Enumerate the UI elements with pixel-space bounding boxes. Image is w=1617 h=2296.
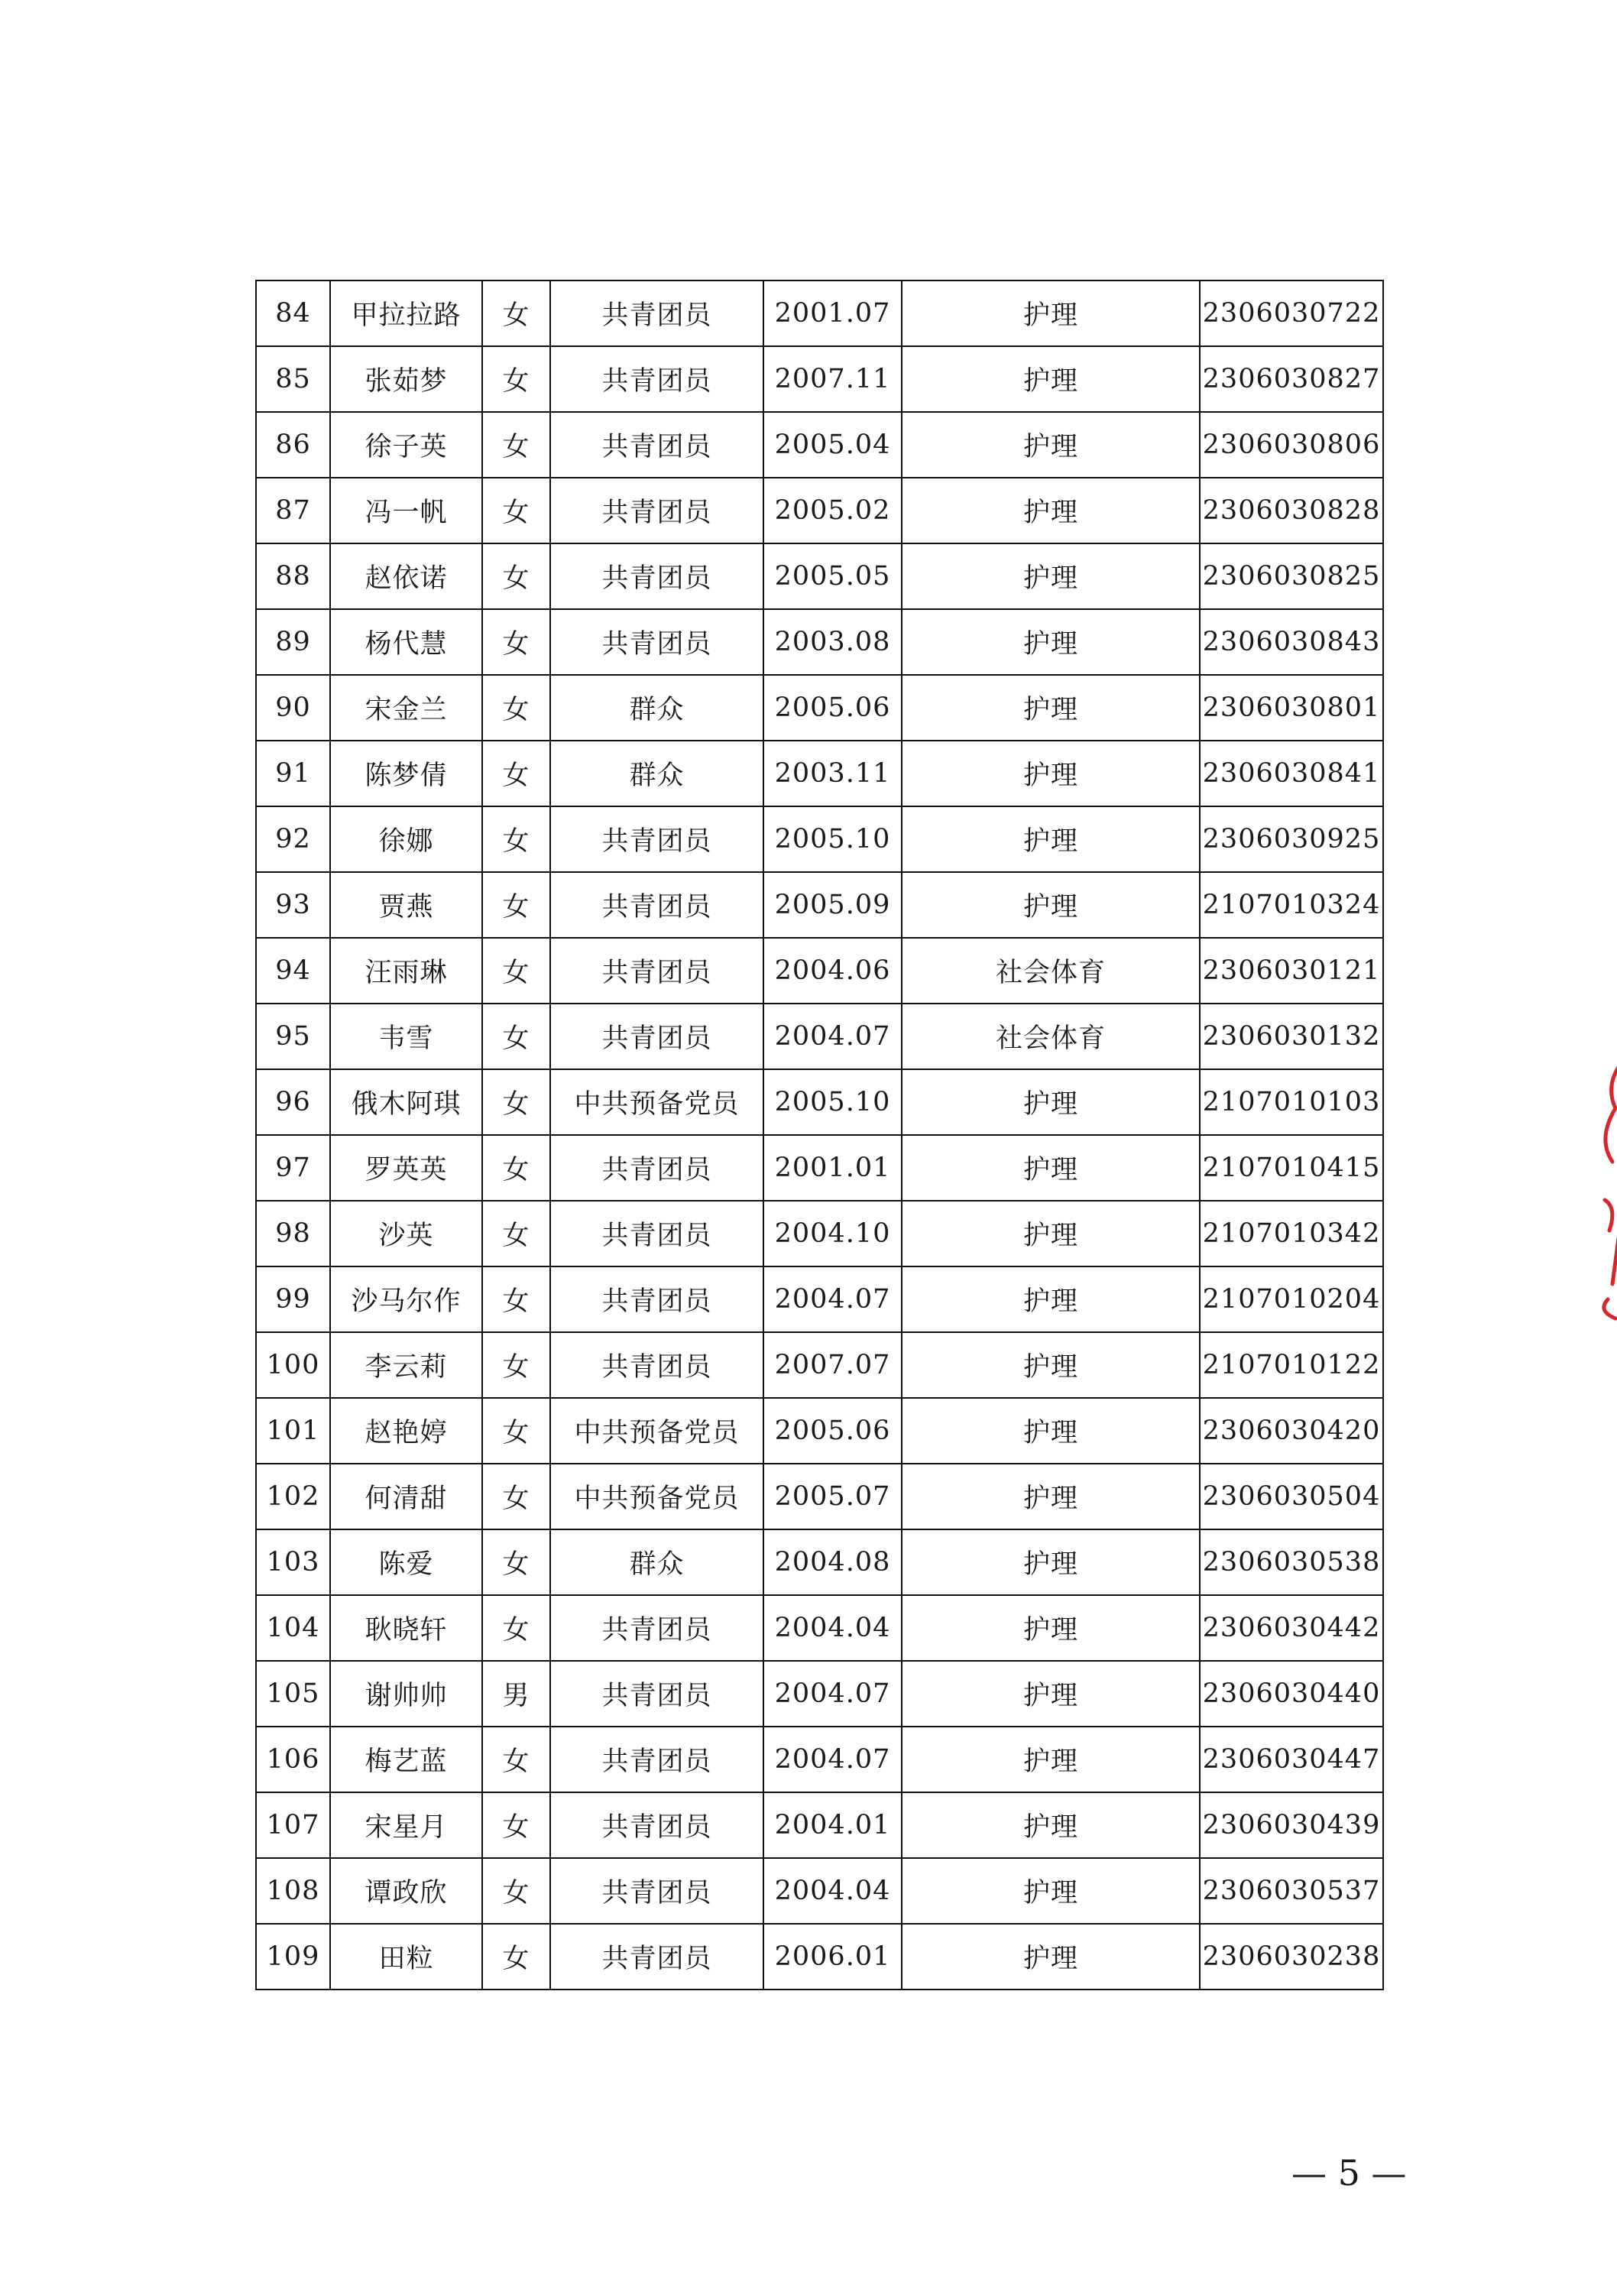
row-number-cell: 94 [256, 938, 330, 1004]
row-number-cell: 85 [256, 346, 330, 412]
birth-date-cell: 2005.07 [763, 1464, 902, 1529]
table-row [256, 1069, 1383, 1135]
table-row [256, 346, 1383, 412]
row-number-cell: 93 [256, 872, 330, 938]
political-status-cell: 共青团员 [550, 478, 763, 543]
student-id-cell: 2306030806 [1200, 412, 1383, 478]
table-row [256, 1004, 1383, 1069]
major-cell: 护理 [902, 412, 1200, 478]
name-cell: 谭政欣 [330, 1858, 482, 1924]
table-row [256, 1924, 1383, 1990]
table-row [256, 1529, 1383, 1595]
student-id-cell: 2306030440 [1200, 1661, 1383, 1727]
name-cell: 罗英英 [330, 1135, 482, 1201]
birth-date-cell: 2001.07 [763, 281, 902, 346]
political-status-cell: 共青团员 [550, 872, 763, 938]
political-status-cell: 共青团员 [550, 1595, 763, 1661]
student-id-cell: 2306030827 [1200, 346, 1383, 412]
gender-cell: 女 [482, 1135, 550, 1201]
birth-date-cell: 2004.01 [763, 1792, 902, 1858]
birth-date-cell: 2005.02 [763, 478, 902, 543]
row-number-cell: 91 [256, 741, 330, 806]
row-number-cell: 90 [256, 675, 330, 741]
birth-date-cell: 2005.04 [763, 412, 902, 478]
major-cell: 护理 [902, 741, 1200, 806]
gender-cell: 女 [482, 938, 550, 1004]
name-cell: 赵依诺 [330, 543, 482, 609]
row-number-cell: 104 [256, 1595, 330, 1661]
table-row [256, 478, 1383, 543]
row-number-cell: 88 [256, 543, 330, 609]
name-cell: 贾燕 [330, 872, 482, 938]
table-row [256, 412, 1383, 478]
student-id-cell: 2306030420 [1200, 1398, 1383, 1464]
political-status-cell: 共青团员 [550, 281, 763, 346]
birth-date-cell: 2004.07 [763, 1727, 902, 1792]
name-cell: 沙英 [330, 1201, 482, 1266]
name-cell: 宋金兰 [330, 675, 482, 741]
table-row [256, 1332, 1383, 1398]
row-number-cell: 107 [256, 1792, 330, 1858]
name-cell: 张茹梦 [330, 346, 482, 412]
name-cell: 宋星月 [330, 1792, 482, 1858]
birth-date-cell: 2005.06 [763, 1398, 902, 1464]
birth-date-cell: 2001.01 [763, 1135, 902, 1201]
roster-body [256, 281, 1383, 1990]
name-cell: 陈爱 [330, 1529, 482, 1595]
birth-date-cell: 2007.07 [763, 1332, 902, 1398]
row-number-cell: 102 [256, 1464, 330, 1529]
political-status-cell: 共青团员 [550, 1135, 763, 1201]
table-row [256, 1595, 1383, 1661]
table-row [256, 1398, 1383, 1464]
student-id-cell: 2306030925 [1200, 806, 1383, 872]
row-number-cell: 95 [256, 1004, 330, 1069]
name-cell: 俄木阿琪 [330, 1069, 482, 1135]
major-cell: 护理 [902, 1135, 1200, 1201]
name-cell: 徐子英 [330, 412, 482, 478]
row-number-cell: 108 [256, 1858, 330, 1924]
table-row [256, 1661, 1383, 1727]
gender-cell: 女 [482, 478, 550, 543]
student-id-cell: 2306030722 [1200, 281, 1383, 346]
gender-cell: 女 [482, 1201, 550, 1266]
gender-cell: 女 [482, 1529, 550, 1595]
gender-cell: 女 [482, 1069, 550, 1135]
birth-date-cell: 2005.06 [763, 675, 902, 741]
table-row [256, 741, 1383, 806]
table-row [256, 1135, 1383, 1201]
major-cell: 护理 [902, 543, 1200, 609]
political-status-cell: 共青团员 [550, 938, 763, 1004]
major-cell: 护理 [902, 806, 1200, 872]
political-status-cell: 共青团员 [550, 412, 763, 478]
student-id-cell: 2306030843 [1200, 609, 1383, 675]
row-number-cell: 84 [256, 281, 330, 346]
political-status-cell: 群众 [550, 1529, 763, 1595]
red-seal-stamp [1582, 1055, 1617, 1330]
major-cell: 社会体育 [902, 938, 1200, 1004]
student-id-cell: 2306030801 [1200, 675, 1383, 741]
political-status-cell: 中共预备党员 [550, 1069, 763, 1135]
student-id-cell: 2306030442 [1200, 1595, 1383, 1661]
major-cell: 护理 [902, 1266, 1200, 1332]
row-number-cell: 97 [256, 1135, 330, 1201]
major-cell: 护理 [902, 1332, 1200, 1398]
birth-date-cell: 2004.07 [763, 1004, 902, 1069]
birth-date-cell: 2005.09 [763, 872, 902, 938]
table-row [256, 1727, 1383, 1792]
student-id-cell: 2306030828 [1200, 478, 1383, 543]
table-row [256, 806, 1383, 872]
gender-cell: 女 [482, 609, 550, 675]
student-id-cell: 2107010324 [1200, 872, 1383, 938]
gender-cell: 女 [482, 543, 550, 609]
political-status-cell: 共青团员 [550, 1266, 763, 1332]
political-status-cell: 共青团员 [550, 609, 763, 675]
student-id-cell: 2306030132 [1200, 1004, 1383, 1069]
name-cell: 谢帅帅 [330, 1661, 482, 1727]
birth-date-cell: 2004.10 [763, 1201, 902, 1266]
row-number-cell: 106 [256, 1727, 330, 1792]
table-row [256, 543, 1383, 609]
birth-date-cell: 2003.08 [763, 609, 902, 675]
major-cell: 护理 [902, 1727, 1200, 1792]
major-cell: 护理 [902, 346, 1200, 412]
gender-cell: 女 [482, 1595, 550, 1661]
row-number-cell: 92 [256, 806, 330, 872]
major-cell: 护理 [902, 872, 1200, 938]
political-status-cell: 共青团员 [550, 543, 763, 609]
political-status-cell: 共青团员 [550, 1201, 763, 1266]
table-row [256, 872, 1383, 938]
row-number-cell: 96 [256, 1069, 330, 1135]
student-id-cell: 2107010103 [1200, 1069, 1383, 1135]
major-cell: 护理 [902, 1398, 1200, 1464]
table-row [256, 1858, 1383, 1924]
row-number-cell: 100 [256, 1332, 330, 1398]
political-status-cell: 群众 [550, 675, 763, 741]
gender-cell: 女 [482, 872, 550, 938]
political-status-cell: 共青团员 [550, 1727, 763, 1792]
birth-date-cell: 2003.11 [763, 741, 902, 806]
table-row [256, 609, 1383, 675]
major-cell: 护理 [902, 1595, 1200, 1661]
political-status-cell: 共青团员 [550, 1332, 763, 1398]
birth-date-cell: 2006.01 [763, 1924, 902, 1990]
major-cell: 护理 [902, 1201, 1200, 1266]
page-number: — 5 — [1291, 2152, 1407, 2194]
row-number-cell: 87 [256, 478, 330, 543]
gender-cell: 女 [482, 1332, 550, 1398]
gender-cell: 女 [482, 1924, 550, 1990]
major-cell: 护理 [902, 1464, 1200, 1529]
name-cell: 梅艺蓝 [330, 1727, 482, 1792]
roster-table [255, 280, 1384, 1990]
gender-cell: 女 [482, 1004, 550, 1069]
student-id-cell: 2306030504 [1200, 1464, 1383, 1529]
student-id-cell: 2107010204 [1200, 1266, 1383, 1332]
birth-date-cell: 2004.04 [763, 1595, 902, 1661]
major-cell: 护理 [902, 1661, 1200, 1727]
gender-cell: 女 [482, 675, 550, 741]
name-cell: 杨代慧 [330, 609, 482, 675]
student-id-cell: 2306030121 [1200, 938, 1383, 1004]
major-cell: 社会体育 [902, 1004, 1200, 1069]
birth-date-cell: 2005.10 [763, 806, 902, 872]
row-number-cell: 86 [256, 412, 330, 478]
major-cell: 护理 [902, 1924, 1200, 1990]
name-cell: 田粒 [330, 1924, 482, 1990]
political-status-cell: 共青团员 [550, 1858, 763, 1924]
row-number-cell: 103 [256, 1529, 330, 1595]
table-row [256, 938, 1383, 1004]
name-cell: 冯一帆 [330, 478, 482, 543]
major-cell: 护理 [902, 609, 1200, 675]
name-cell: 陈梦倩 [330, 741, 482, 806]
name-cell: 何清甜 [330, 1464, 482, 1529]
student-id-cell: 2306030841 [1200, 741, 1383, 806]
major-cell: 护理 [902, 1858, 1200, 1924]
major-cell: 护理 [902, 675, 1200, 741]
student-id-cell: 2306030439 [1200, 1792, 1383, 1858]
political-status-cell: 中共预备党员 [550, 1464, 763, 1529]
political-status-cell: 共青团员 [550, 806, 763, 872]
gender-cell: 女 [482, 1727, 550, 1792]
student-id-cell: 2107010342 [1200, 1201, 1383, 1266]
student-id-cell: 2306030537 [1200, 1858, 1383, 1924]
table-row [256, 675, 1383, 741]
student-id-cell: 2107010122 [1200, 1332, 1383, 1398]
row-number-cell: 89 [256, 609, 330, 675]
political-status-cell: 共青团员 [550, 1792, 763, 1858]
student-id-cell: 2306030825 [1200, 543, 1383, 609]
political-status-cell: 中共预备党员 [550, 1398, 763, 1464]
birth-date-cell: 2005.05 [763, 543, 902, 609]
gender-cell: 女 [482, 346, 550, 412]
student-id-cell: 2306030447 [1200, 1727, 1383, 1792]
political-status-cell: 共青团员 [550, 1004, 763, 1069]
student-id-cell: 2306030238 [1200, 1924, 1383, 1990]
name-cell: 韦雪 [330, 1004, 482, 1069]
table-row [256, 1266, 1383, 1332]
political-status-cell: 群众 [550, 741, 763, 806]
birth-date-cell: 2005.10 [763, 1069, 902, 1135]
student-id-cell: 2107010415 [1200, 1135, 1383, 1201]
political-status-cell: 共青团员 [550, 1661, 763, 1727]
name-cell: 李云莉 [330, 1332, 482, 1398]
gender-cell: 女 [482, 741, 550, 806]
name-cell: 徐娜 [330, 806, 482, 872]
major-cell: 护理 [902, 1529, 1200, 1595]
birth-date-cell: 2004.07 [763, 1266, 902, 1332]
birth-date-cell: 2007.11 [763, 346, 902, 412]
gender-cell: 女 [482, 281, 550, 346]
major-cell: 护理 [902, 478, 1200, 543]
row-number-cell: 109 [256, 1924, 330, 1990]
gender-cell: 女 [482, 1792, 550, 1858]
row-number-cell: 98 [256, 1201, 330, 1266]
major-cell: 护理 [902, 1792, 1200, 1858]
name-cell: 赵艳婷 [330, 1398, 482, 1464]
major-cell: 护理 [902, 1069, 1200, 1135]
gender-cell: 男 [482, 1661, 550, 1727]
student-id-cell: 2306030538 [1200, 1529, 1383, 1595]
gender-cell: 女 [482, 1266, 550, 1332]
gender-cell: 女 [482, 1858, 550, 1924]
name-cell: 汪雨琳 [330, 938, 482, 1004]
table-row [256, 1464, 1383, 1529]
birth-date-cell: 2004.04 [763, 1858, 902, 1924]
political-status-cell: 共青团员 [550, 1924, 763, 1990]
name-cell: 沙马尔作 [330, 1266, 482, 1332]
gender-cell: 女 [482, 1398, 550, 1464]
row-number-cell: 105 [256, 1661, 330, 1727]
gender-cell: 女 [482, 412, 550, 478]
name-cell: 耿晓轩 [330, 1595, 482, 1661]
row-number-cell: 101 [256, 1398, 330, 1464]
gender-cell: 女 [482, 806, 550, 872]
table-row [256, 281, 1383, 346]
row-number-cell: 99 [256, 1266, 330, 1332]
major-cell: 护理 [902, 281, 1200, 346]
political-status-cell: 共青团员 [550, 346, 763, 412]
birth-date-cell: 2004.08 [763, 1529, 902, 1595]
table-row [256, 1792, 1383, 1858]
gender-cell: 女 [482, 1464, 550, 1529]
birth-date-cell: 2004.07 [763, 1661, 902, 1727]
table-row [256, 1201, 1383, 1266]
birth-date-cell: 2004.06 [763, 938, 902, 1004]
name-cell: 甲拉拉路 [330, 281, 482, 346]
